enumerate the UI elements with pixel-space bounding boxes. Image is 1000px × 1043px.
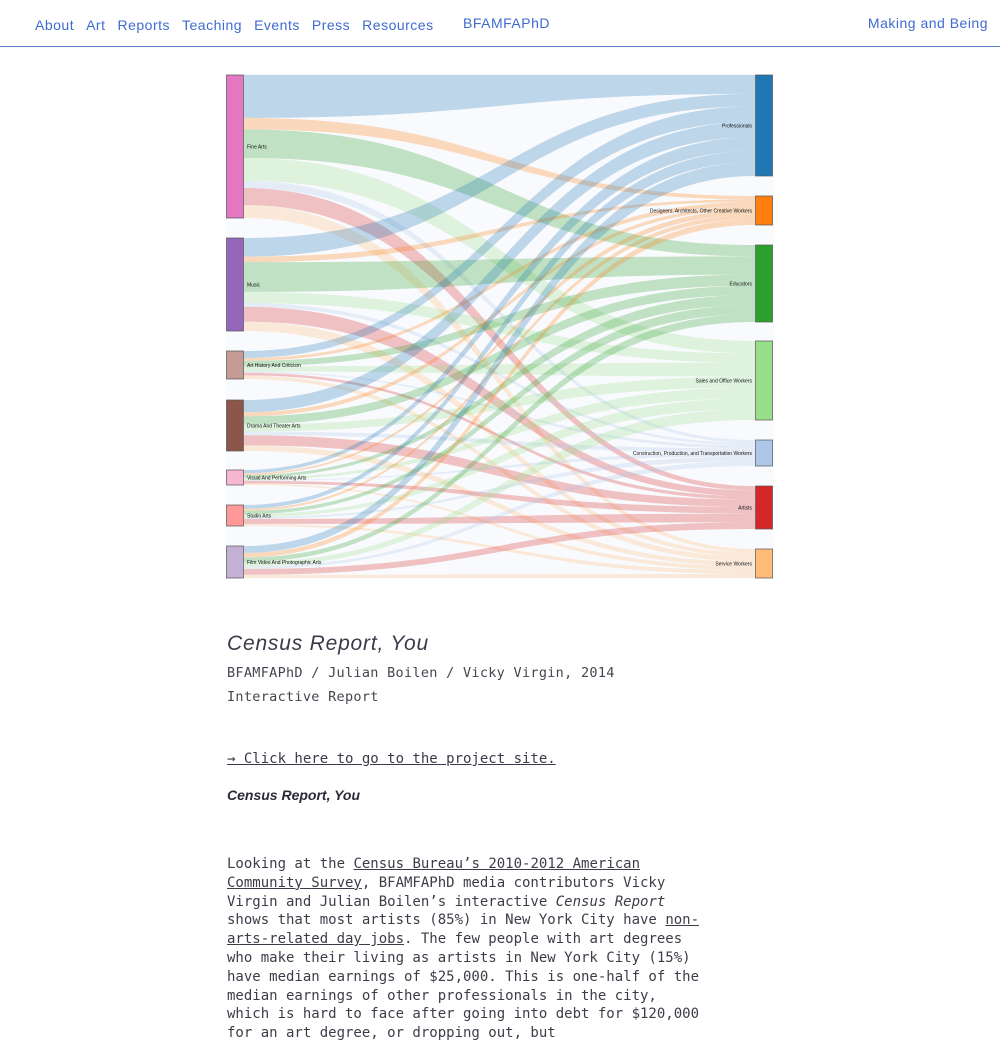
nav-resources[interactable]: Resources bbox=[362, 17, 434, 33]
source-label: Art History And Criticism bbox=[247, 363, 301, 369]
bold-work-title: Census Report, You bbox=[227, 787, 361, 803]
body-part-1: Looking at the bbox=[227, 856, 346, 872]
nav-about[interactable]: About bbox=[35, 17, 75, 33]
body-part-4: . The few people with art degrees who make their living as artists in New York City (15%) have median earnings of $25,000. This is one-half of the median earnings of other professionals in the city, which is hard to face after going into debt for $120,000 for an art degree, or dropping out, but bbox=[227, 931, 700, 1042]
target-label: Service Workers bbox=[715, 561, 752, 568]
day-jobs-link[interactable]: non-arts-related day jobs bbox=[227, 912, 700, 948]
sankey-svg bbox=[226, 74, 774, 579]
target-label: Educators bbox=[729, 281, 752, 288]
census-report-italic: Census Report bbox=[555, 893, 666, 910]
source-label: Drama And Theater Arts bbox=[247, 423, 301, 430]
body-part-2: , BFAMFAPhD media contributors Vicky Virgin and Julian Boilen’s interactive bbox=[227, 874, 666, 910]
body-part-3: shows that most artists (85%) in New York City have bbox=[227, 912, 657, 929]
nav-press[interactable]: Press bbox=[311, 17, 351, 33]
work-title: Census Report, You bbox=[227, 632, 429, 655]
nav-teaching[interactable]: Teaching bbox=[182, 17, 243, 33]
target-label: Artists bbox=[738, 505, 752, 512]
source-node bbox=[227, 400, 244, 451]
target-node bbox=[756, 440, 773, 466]
source-label: Visual And Performing Arts bbox=[247, 475, 307, 482]
target-node bbox=[756, 75, 773, 176]
work-medium: Interactive Report bbox=[227, 689, 379, 705]
target-label: Professionals bbox=[721, 123, 752, 130]
source-node bbox=[227, 75, 244, 218]
nav-art[interactable]: Art bbox=[86, 17, 106, 33]
source-label: Music bbox=[247, 282, 261, 289]
work-credits: BFAMFAPhD / Julian Boilen / Vicky Virgin, 2014 bbox=[227, 665, 615, 681]
nav-reports[interactable]: Reports bbox=[117, 17, 171, 33]
source-label: Fine Arts bbox=[247, 144, 267, 151]
census-survey-link[interactable]: Census Bureau’s 2010-2012 American Community Survey bbox=[227, 856, 641, 891]
top-nav bbox=[0, 0, 1000, 47]
target-label: Construction, Production, and Transportation Workers bbox=[632, 451, 752, 457]
source-label: Studio Arts bbox=[247, 513, 272, 520]
target-label: Designers, Architects, Other Creative Workers bbox=[649, 208, 752, 215]
target-node bbox=[756, 196, 773, 225]
target-node bbox=[756, 549, 773, 578]
source-node bbox=[227, 238, 244, 331]
making-and-being-link[interactable]: Making and Being bbox=[867, 15, 988, 31]
target-node bbox=[756, 245, 773, 322]
source-label: Film Video And Photographic Arts bbox=[247, 560, 322, 566]
source-node bbox=[227, 351, 244, 379]
nav-events[interactable]: Events bbox=[254, 17, 300, 33]
sankey-chart[interactable] bbox=[226, 74, 774, 579]
body-text bbox=[227, 855, 705, 1043]
source-node bbox=[227, 470, 244, 485]
nav-menu bbox=[35, 0, 446, 33]
site-brand-link[interactable]: BFAMFAPhD bbox=[463, 15, 550, 31]
target-node bbox=[756, 486, 773, 529]
target-node bbox=[756, 341, 773, 420]
source-node bbox=[227, 546, 244, 578]
project-site-link[interactable]: → Click here to go to the project site. bbox=[227, 751, 556, 767]
source-node bbox=[227, 505, 244, 526]
target-label: Sales and Office Workers bbox=[695, 378, 752, 385]
